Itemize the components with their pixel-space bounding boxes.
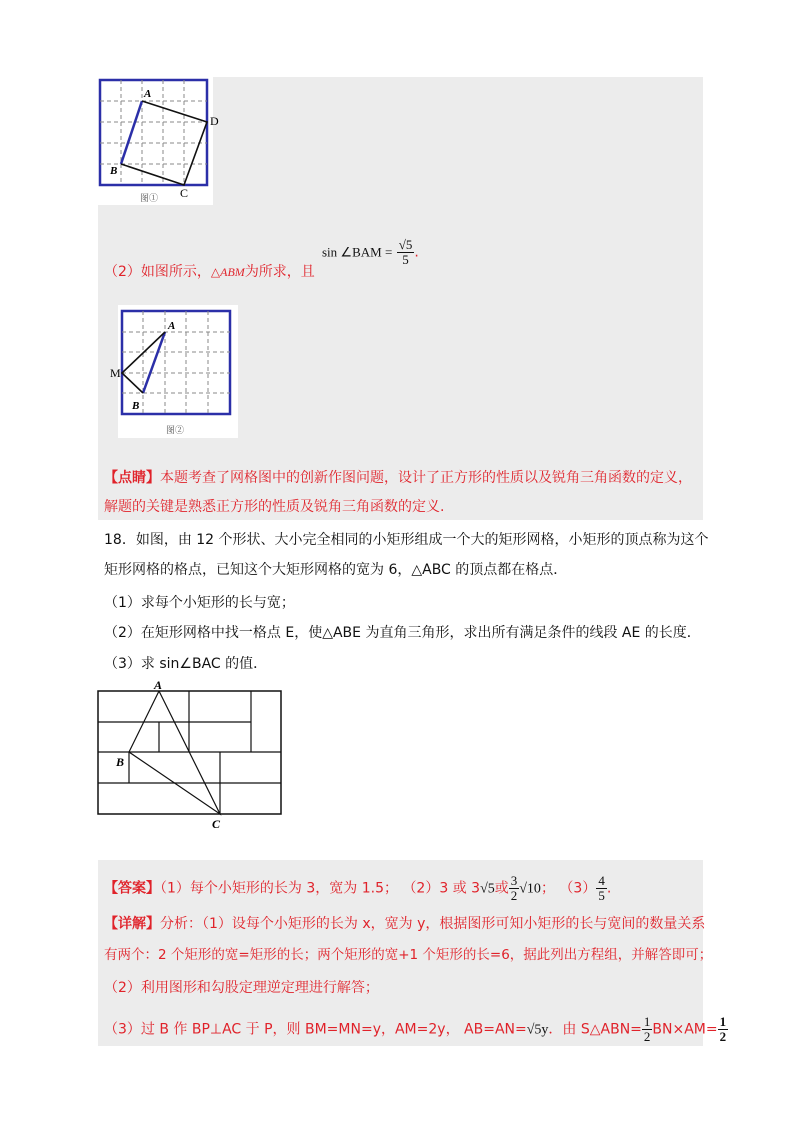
part2-prefix: （2）如图所示， — [104, 264, 211, 280]
fig1-label-b: B — [110, 165, 118, 177]
detail-tag: 【详解】 — [104, 916, 160, 932]
answer-end: . — [606, 880, 612, 897]
fig1-label-c: C — [180, 186, 189, 200]
fig2-label-b: B — [132, 400, 140, 412]
detail-half1: $\frac{1}{2}$ — [643, 1014, 651, 1044]
comment-line1 — [104, 468, 692, 488]
answer-part3: （3） — [559, 880, 597, 897]
detail-line2: 有两个：2 个矩形的宽=矩形的长；两个矩形的宽+1 个矩形的长=6，据此列出方程组，并解答即可； — [104, 947, 713, 963]
answer-part2: （2）3 或 3 — [402, 880, 481, 897]
part2-triangle: △ABM — [210, 265, 245, 279]
answer-frac2: $\frac{4}{5}$ — [598, 873, 605, 903]
comment-line2: 解题的关键是熟悉正方形的性质及锐角三角函数的定义. — [104, 499, 445, 515]
part2-formula — [322, 238, 419, 267]
q18-line1: 18．如图，由 12 个形状、大小完全相同的小矩形组成一个大的矩形网格，小矩形的顶点称为这个 — [104, 532, 709, 548]
answer-frac1: $\frac{3}{2}$ — [510, 873, 518, 903]
part2-fraction: $\frac{√5}{5}$ — [398, 237, 413, 267]
figure-3 — [92, 678, 292, 833]
fig1-label-d: D — [210, 114, 219, 128]
part2-mid: 为所求，且 — [244, 264, 315, 280]
fig3-label-b: B — [116, 755, 125, 769]
detail-line4 — [104, 1015, 728, 1044]
q18-sub3: （3）求 sin∠BAC 的值． — [104, 656, 268, 672]
answer-sqrt10: √10 — [519, 881, 541, 897]
answer-sqrt5: √5 — [480, 881, 495, 897]
part2-line — [104, 262, 315, 282]
fig2-label-a: A — [168, 320, 176, 332]
detail-half2: $\frac{1}{2}$ — [719, 1014, 727, 1044]
fig2-label-m: M — [110, 366, 121, 380]
part2-sin: sin ∠BAM = — [322, 244, 393, 260]
part2-end: . — [414, 244, 419, 261]
fig1-label-a: A — [144, 88, 152, 100]
comment-tag: 【点睛】 — [104, 470, 160, 486]
answer-line — [104, 874, 611, 903]
detail-line1 — [104, 914, 705, 934]
detail-4b: AB=AN= — [464, 1021, 527, 1038]
fig1-caption: 图① — [140, 193, 159, 203]
fig3-label-a: A — [154, 678, 163, 692]
q18-line2: 矩形网格的格点，已知这个大矩形网格的宽为 6，△ABC 的顶点都在格点． — [104, 562, 568, 578]
answer-tag: 【答案】 — [104, 880, 160, 897]
q18-sub1: （1）求每个小矩形的长与宽； — [104, 595, 295, 611]
comment-text1: 本题考查了网格图中的创新作图问题，设计了正方形的性质以及锐角三角函数的定义， — [160, 470, 692, 486]
answer-or: 或 — [494, 880, 509, 897]
figure-1 — [98, 77, 219, 205]
figure-2 — [110, 305, 238, 438]
detail-text1: 分析：（1）设每个小矩形的长为 x，宽为 y，根据图形可知小矩形的长与宽间的数量关系 — [160, 916, 706, 932]
answer-semicolon: ； — [540, 880, 555, 897]
q18-sub2: （2）在矩形网格中找一格点 E，使△ABE 为直角三角形，求出所有满足条件的线段 AE 的长度． — [104, 625, 701, 641]
answer-part1: （1）每个小矩形的长为 3，宽为 1.5； — [160, 880, 398, 897]
detail-4e: BN×AM= — [652, 1021, 718, 1038]
detail-4c: √5y — [526, 1022, 549, 1038]
detail-line3: （2）利用图形和勾股定理逆定理进行解答； — [104, 980, 379, 996]
detail-4a: （3）过 B 作 BP⊥AC 于 P，则 BM=MN=y，AM=2y， — [104, 1021, 460, 1038]
fig2-caption: 图② — [166, 425, 185, 435]
detail-4d: ．由 S△ABN= — [548, 1021, 642, 1038]
fig3-label-c: C — [212, 817, 221, 831]
